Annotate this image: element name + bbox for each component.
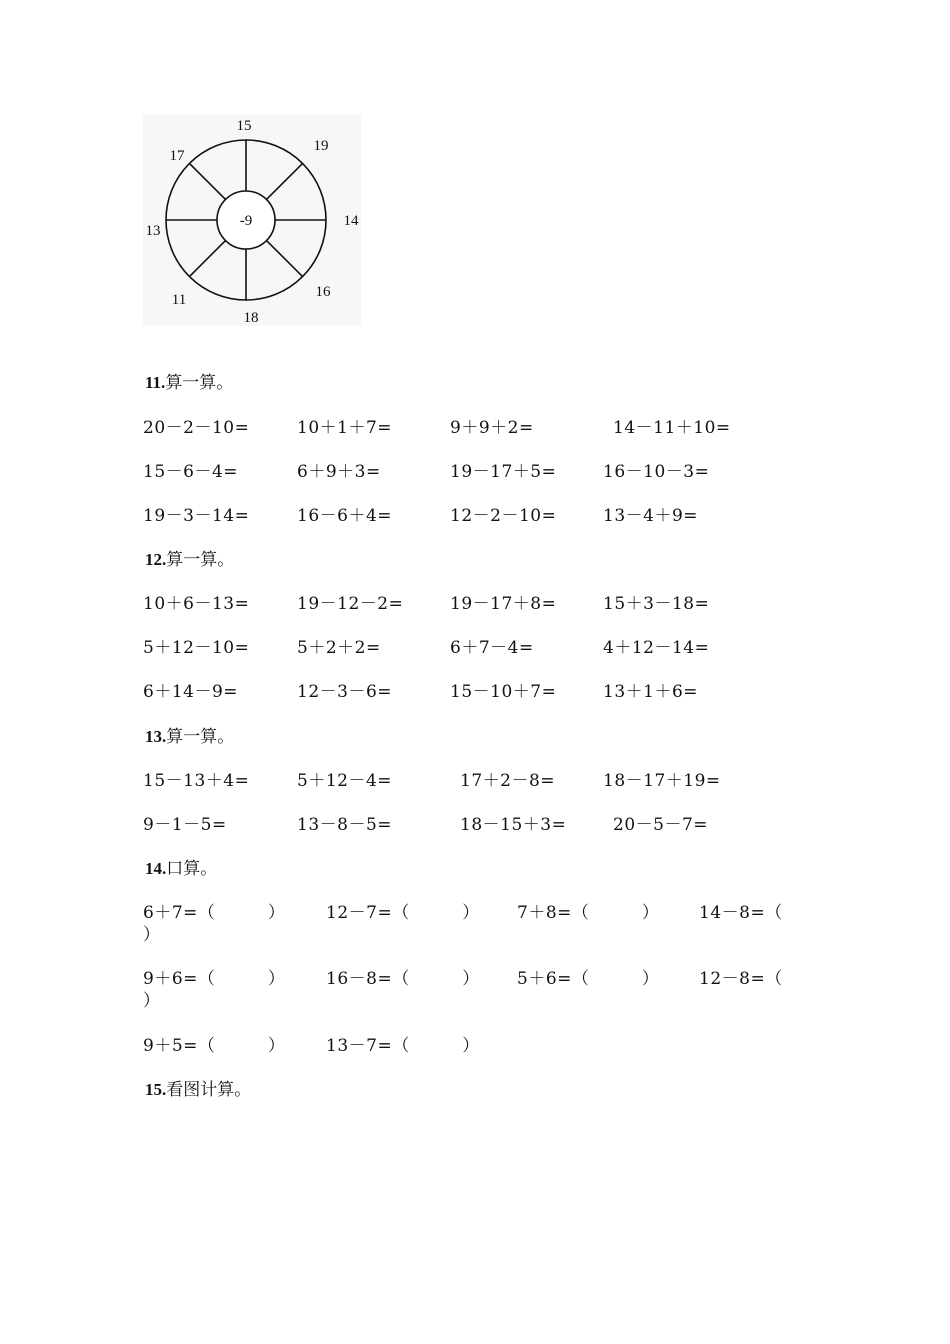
section-title-12	[145, 548, 234, 572]
problem-row	[0, 901, 950, 925]
wheel-number: 18	[243, 310, 259, 326]
section-number: 13.	[145, 727, 167, 746]
wrapped-paren: ）	[143, 925, 160, 945]
problem: 10＋6－13=	[143, 594, 250, 614]
problem: 6＋7=（ ）	[143, 903, 286, 923]
problem: 9＋6=（ ）	[143, 969, 286, 989]
wheel-spoke	[267, 241, 303, 277]
problem-row	[0, 680, 950, 704]
problem: 12－8=（	[699, 969, 783, 989]
problem: 16－10－3=	[603, 462, 710, 482]
problem: 16－6＋4=	[297, 506, 393, 526]
section-number: 11.	[145, 373, 166, 392]
problem: 15－10＋7=	[450, 682, 557, 702]
problem: 19－12－2=	[297, 594, 404, 614]
section-heading: 算一算。	[165, 373, 234, 393]
problem: 6＋7－4=	[450, 638, 534, 658]
wheel-center-label: -9	[239, 213, 253, 229]
problem: 6＋9＋3=	[297, 462, 381, 482]
wheel-number: 11	[171, 292, 187, 308]
section-heading: 口算。	[166, 859, 218, 879]
wheel-number: 14	[343, 213, 359, 229]
problem: 19－17＋8=	[450, 594, 557, 614]
wheel-number: 19	[313, 138, 329, 154]
section-heading: 看图计算。	[166, 1080, 252, 1100]
problem: 19－3－14=	[143, 506, 250, 526]
problem: 15＋3－18=	[603, 594, 710, 614]
problem: 18－15＋3=	[460, 815, 567, 835]
wheel-number: 16	[315, 284, 331, 300]
section-number: 12.	[145, 550, 167, 569]
wrapped-paren: ）	[143, 991, 160, 1011]
problem: 4＋12－14=	[603, 638, 710, 658]
problem: 18－17＋19=	[603, 771, 721, 791]
problem: 20－2－10=	[143, 418, 250, 438]
wheel-spoke	[189, 163, 225, 199]
problem-row	[0, 416, 950, 440]
number-wheel-diagram	[143, 114, 361, 326]
wheel-number: 15	[236, 118, 252, 134]
problem-row	[0, 1034, 950, 1058]
problem: 14－8=（	[699, 903, 783, 923]
problem: 15－6－4=	[143, 462, 239, 482]
problem-row	[0, 504, 950, 528]
problem: 5＋2＋2=	[297, 638, 381, 658]
section-title-14	[145, 857, 217, 881]
wheel-svg	[143, 114, 361, 326]
problem: 15－13＋4=	[143, 771, 250, 791]
section-heading: 算一算。	[166, 550, 235, 570]
section-number: 14.	[145, 859, 167, 878]
problem: 5＋12－10=	[143, 638, 250, 658]
section-title-13	[145, 725, 234, 749]
problem: 13－4＋9=	[603, 506, 699, 526]
problem: 19－17＋5=	[450, 462, 557, 482]
problem: 5＋12－4=	[297, 771, 393, 791]
problem: 13－8－5=	[297, 815, 393, 835]
problem: 9＋9＋2=	[450, 418, 534, 438]
problem: 14－11＋10=	[613, 418, 731, 438]
problem: 7＋8=（ ）	[517, 903, 660, 923]
problem: 6＋14－9=	[143, 682, 239, 702]
problem-row	[0, 967, 950, 991]
section-heading: 算一算。	[166, 727, 235, 747]
problem-row	[0, 813, 950, 837]
wheel-number: 13	[145, 223, 161, 239]
problem: 9－1－5=	[143, 815, 227, 835]
wheel-spoke	[267, 163, 303, 199]
problem: 13＋1＋6=	[603, 682, 699, 702]
problem: 13－7=（ ）	[326, 1036, 480, 1056]
problem: 17＋2－8=	[460, 771, 556, 791]
section-title-11	[145, 371, 233, 395]
problem: 12－2－10=	[450, 506, 557, 526]
problem-row	[0, 769, 950, 793]
section-number: 15.	[145, 1080, 167, 1099]
problem-row	[0, 460, 950, 484]
wheel-spoke	[189, 241, 225, 277]
problem: 20－5－7=	[613, 815, 709, 835]
problem: 9＋5=（ ）	[143, 1036, 286, 1056]
problem: 10＋1＋7=	[297, 418, 393, 438]
problem-row	[0, 592, 950, 616]
problem: 12－3－6=	[297, 682, 393, 702]
problem: 5＋6=（ ）	[517, 969, 660, 989]
problem: 16－8=（ ）	[326, 969, 480, 989]
problem-row	[0, 636, 950, 660]
problem: 12－7=（ ）	[326, 903, 480, 923]
section-title-15	[145, 1078, 251, 1102]
wheel-number: 17	[169, 148, 185, 164]
